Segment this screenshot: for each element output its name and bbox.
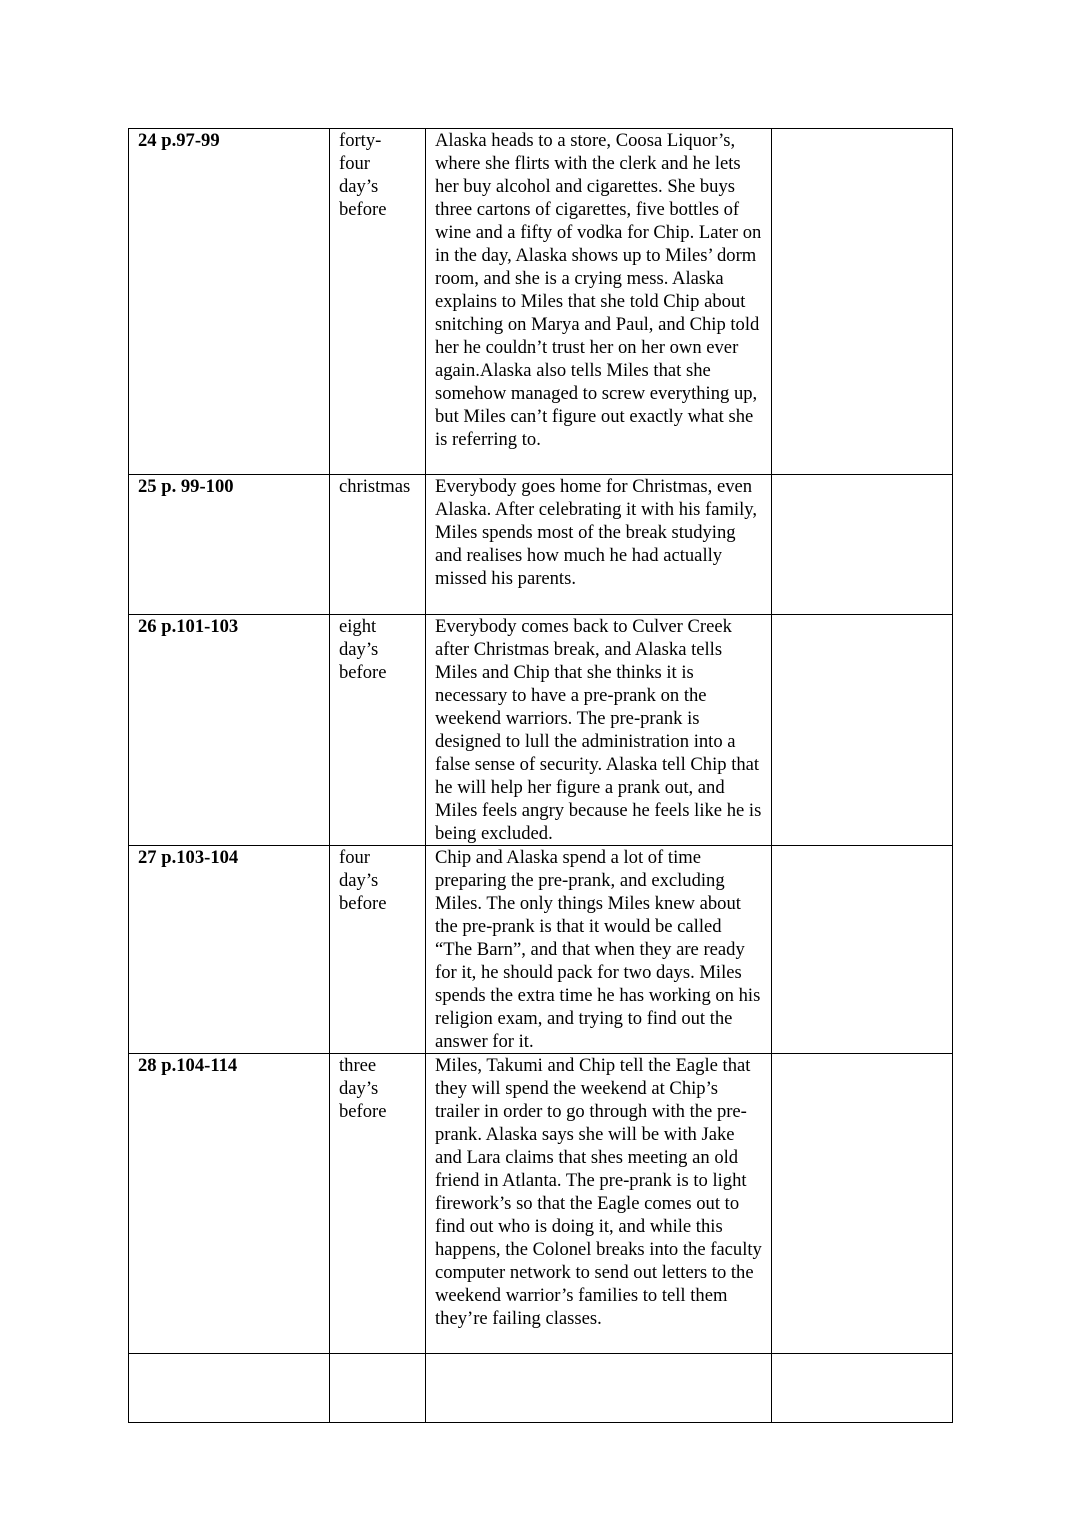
chapter-cell	[129, 475, 330, 615]
time-cell	[330, 846, 426, 1054]
notes-cell	[772, 846, 953, 1054]
chapter-cell	[129, 1354, 330, 1423]
table-row	[129, 129, 953, 475]
chapter-label: 28 p.104-114	[138, 1055, 238, 1076]
time-cell	[330, 129, 426, 475]
table-row	[129, 846, 953, 1054]
summary-cell	[426, 846, 772, 1054]
summary-text: Everybody comes back to Culver Creek after Christmas break, and Alaska tells Miles and Chip that she thinks it is necessary to have a pre-prank on the weekend warriors. The pre-prank is designed to lull the administration into a false sense of security. Alaska tell Chip that he will help her figure a prank out, and Miles feels angry because he feels like he is being excluded.	[435, 616, 762, 844]
chapter-cell	[129, 615, 330, 846]
summary-cell	[426, 615, 772, 846]
summary-cell	[426, 1354, 772, 1423]
summary-cell	[426, 129, 772, 475]
chapter-label: 25 p. 99-100	[138, 476, 234, 497]
summary-text: Chip and Alaska spend a lot of time preparing the pre-prank, and excluding Miles. The only things Miles knew about the pre-prank is that it would be called “The Barn”, and that when they are ready for it, he should pack for two days. Miles spends the extra time he has working on his religion exam, and trying to find out the answer for it.	[435, 847, 761, 1052]
time-cell	[330, 1354, 426, 1423]
chapter-label: 24 p.97-99	[138, 130, 220, 151]
table-row	[129, 1354, 953, 1423]
chapter-label: 26 p.101-103	[138, 616, 239, 637]
summary-text: Alaska heads to a store, Coosa Liquor’s, where she flirts with the clerk and he lets her buy alcohol and cigarettes. She buys three cartons of cigarettes, five bottles of wine and a fifty of vodka for Chip. Later on in the day, Alaska shows up to Miles’ dorm room, and she is a crying mess. Alaska explains to Miles that she told Chip about snitching on Marya and Paul, and Chip told her he couldn’t trust her on her own ever again.Alaska also tells Miles that she somehow managed to screw everything up, but Miles can’t figure out exactly what she is referring to.	[435, 130, 762, 450]
chapter-cell	[129, 1054, 330, 1354]
time-label: christmas	[339, 476, 411, 497]
time-label: four day’s before	[339, 847, 387, 914]
time-label: three day’s before	[339, 1055, 387, 1122]
chapter-cell	[129, 129, 330, 475]
summary-text: Everybody goes home for Christmas, even Alaska. After celebrating it with his family, Miles spends most of the break studying and realises how much he had actually missed his parents.	[435, 476, 758, 589]
notes-cell	[772, 129, 953, 475]
table-row	[129, 475, 953, 615]
time-cell	[330, 615, 426, 846]
notes-cell	[772, 1054, 953, 1354]
table-row	[129, 1054, 953, 1354]
chapter-label: 27 p.103-104	[138, 847, 239, 868]
notes-cell	[772, 475, 953, 615]
chapter-summary-table	[128, 128, 953, 1423]
summary-text: Miles, Takumi and Chip tell the Eagle that they will spend the weekend at Chip’s trailer in order to go through with the pre-prank. Alaska says she will be with Jake and Lara claims that shes meeting an old friend in Atlanta. The pre-prank is to light firework’s so that the Eagle comes out to find out who is doing it, and while this happens, the Colonel breaks into the faculty computer network to send out letters to the weekend warrior’s families to tell them they’re failing classes.	[435, 1055, 762, 1329]
chapter-cell	[129, 846, 330, 1054]
summary-cell	[426, 1054, 772, 1354]
notes-cell	[772, 615, 953, 846]
time-label: forty- four day’s before	[339, 130, 387, 220]
notes-cell	[772, 1354, 953, 1423]
time-label: eight day’s before	[339, 616, 387, 683]
time-cell	[330, 475, 426, 615]
table-row	[129, 615, 953, 846]
summary-cell	[426, 475, 772, 615]
time-cell	[330, 1054, 426, 1354]
